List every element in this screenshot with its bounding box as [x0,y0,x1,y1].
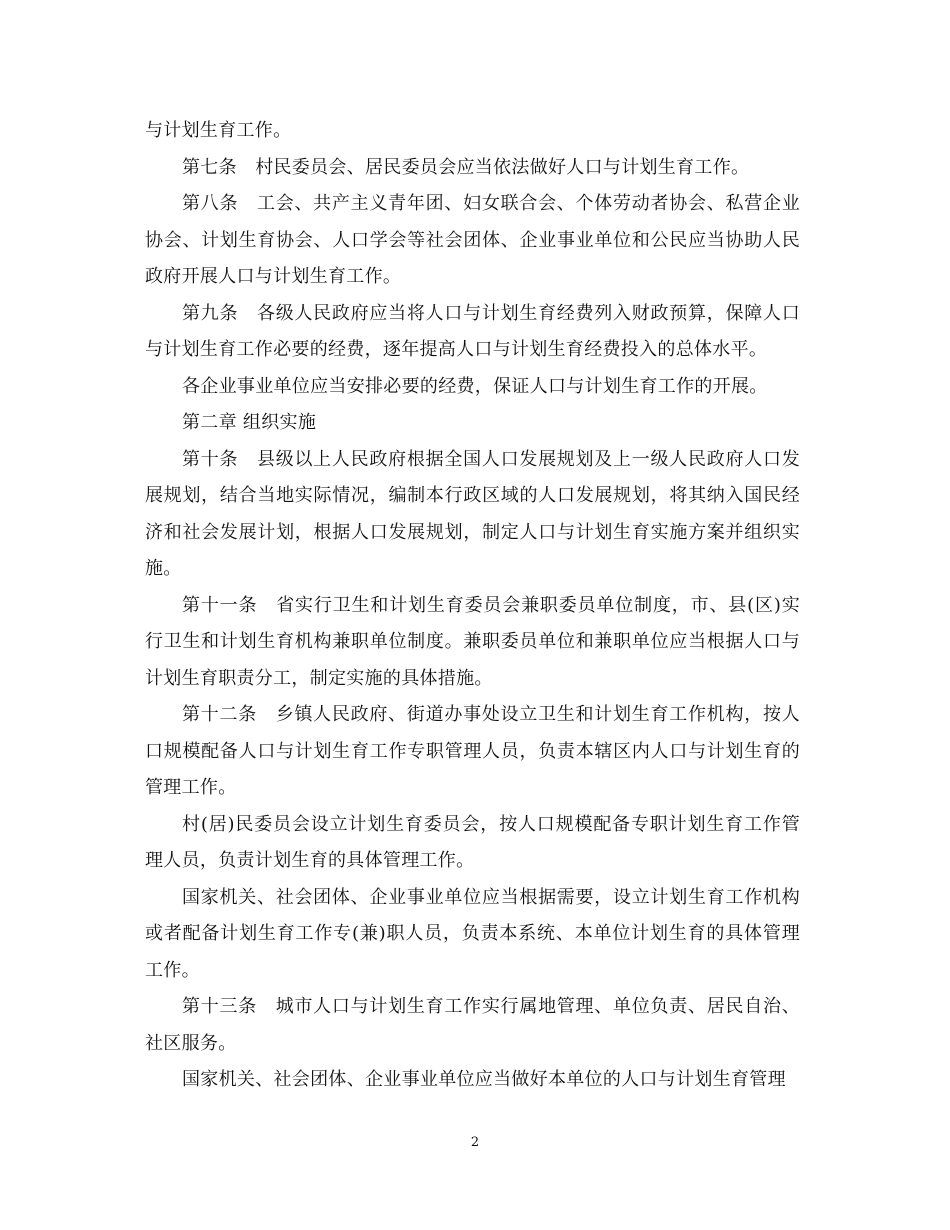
document-body [145,113,800,1099]
paragraph-article-10: 第十条 县级以上人民政府根据全国人口发展规划及上一级人民政府人口发展规划，结合当地实际情况，编制本行政区域的人口发展规划，将其纳入国民经济和社会发展计划，根据人口发展规划，制定人口与计划生育实施方案并组织实施。 [145,448,800,579]
paragraph-article-12-institutions: 国家机关、社会团体、企业事业单位应当根据需要，设立计划生育工作机构或者配备计划生育工作专(兼)职人员，负责本系统、本单位计划生育的具体管理工作。 [145,886,800,981]
page-number: 2 [470,1135,480,1150]
chapter-heading: 第二章 组织实施 [182,412,317,433]
paragraph-article-9: 第九条 各级人民政府应当将人口与计划生育经费列入财政预算，保障人口与计划生育工作必要的经费，逐年提高人口与计划生育经费投入的总体水平。 [145,302,800,360]
paragraph-article-11: 第十一条 省实行卫生和计划生育委员会兼职委员单位制度，市、县(区)实行卫生和计划生育机构兼职单位制度。兼职委员单位和兼职单位应当根据人口与计划生育职责分工，制定实施的具体措施。 [145,594,800,689]
paragraph-article-7: 第七条 村民委员会、居民委员会应当依法做好人口与计划生育工作。 [182,156,750,178]
paragraph-article-13: 第十三条 城市人口与计划生育工作实行属地管理、单位负责、居民自治、社区服务。 [145,996,800,1054]
paragraph-article-12: 第十二条 乡镇人民政府、街道办事处设立卫生和计划生育工作机构，按人口规模配备人口与计划生育工作专职管理人员，负责本辖区内人口与计划生育的管理工作。 [145,704,800,798]
paragraph-article-8: 第八条 工会、共产主义青年团、妇女联合会、个体劳动者协会、私营企业协会、计划生育协会、人口学会等社会团体、企业事业单位和公民应当协助人民政府开展人口与计划生育工作。 [145,193,800,287]
paragraph-article-12-village: 村(居)民委员会设立计划生育委员会，按人口规模配备专职计划生育工作管理人员，负责计划生育的具体管理工作。 [145,813,800,871]
paragraph-article-9-funding: 各企业事业单位应当安排必要的经费，保证人口与计划生育工作的开展。 [182,375,768,397]
paragraph-continuation: 与计划生育工作。 [145,120,292,141]
paragraph-article-13-institutions: 国家机关、社会团体、企业事业单位应当做好本单位的人口与计划生育管理 [182,1069,786,1090]
